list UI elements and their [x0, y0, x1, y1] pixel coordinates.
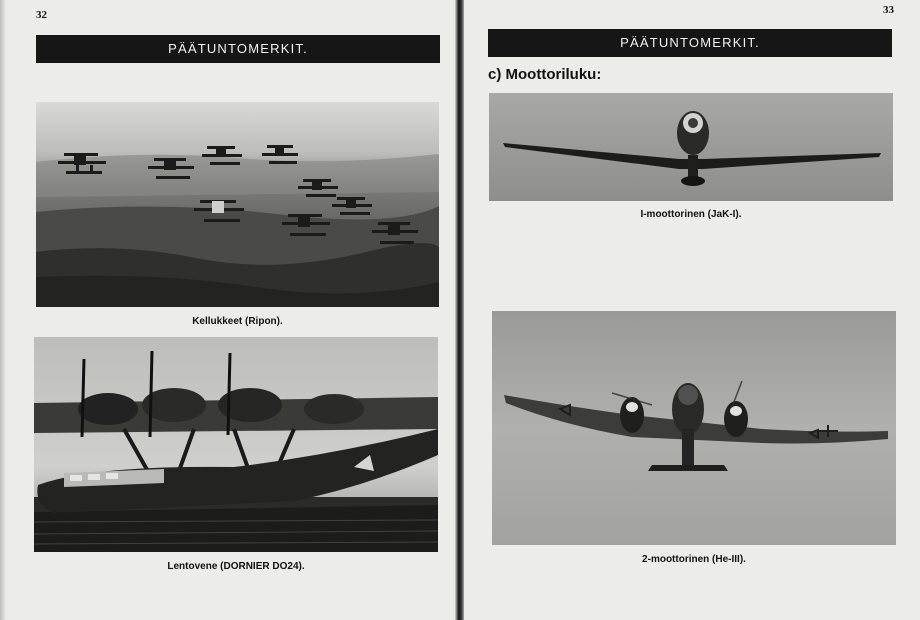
section-subheading: c) Moottoriluku:	[488, 66, 602, 83]
flying-boat-photo	[34, 337, 438, 552]
left-page	[0, 0, 458, 620]
seaplane-formation-caption: Kellukkeet (Ripon).	[192, 316, 283, 327]
single-engine-aircraft-photo	[489, 93, 893, 201]
right-page	[464, 0, 920, 620]
left-page-number: 32	[36, 9, 47, 21]
page-edge-shadow	[0, 0, 6, 620]
twin-engine-aircraft-photo	[492, 311, 896, 545]
twin-engine-caption: 2-moottorinen (He-III).	[642, 554, 746, 565]
right-page-number: 33	[883, 4, 894, 16]
flying-boat-caption: Lentovene (DORNIER DO24).	[167, 561, 305, 572]
left-header-bar: PÄÄTUNTOMERKIT.	[36, 35, 440, 63]
right-header-bar: PÄÄTUNTOMERKIT.	[488, 29, 892, 57]
single-engine-caption: I-moottorinen (JaK-I).	[640, 209, 742, 220]
seaplane-formation-photo	[36, 102, 439, 307]
